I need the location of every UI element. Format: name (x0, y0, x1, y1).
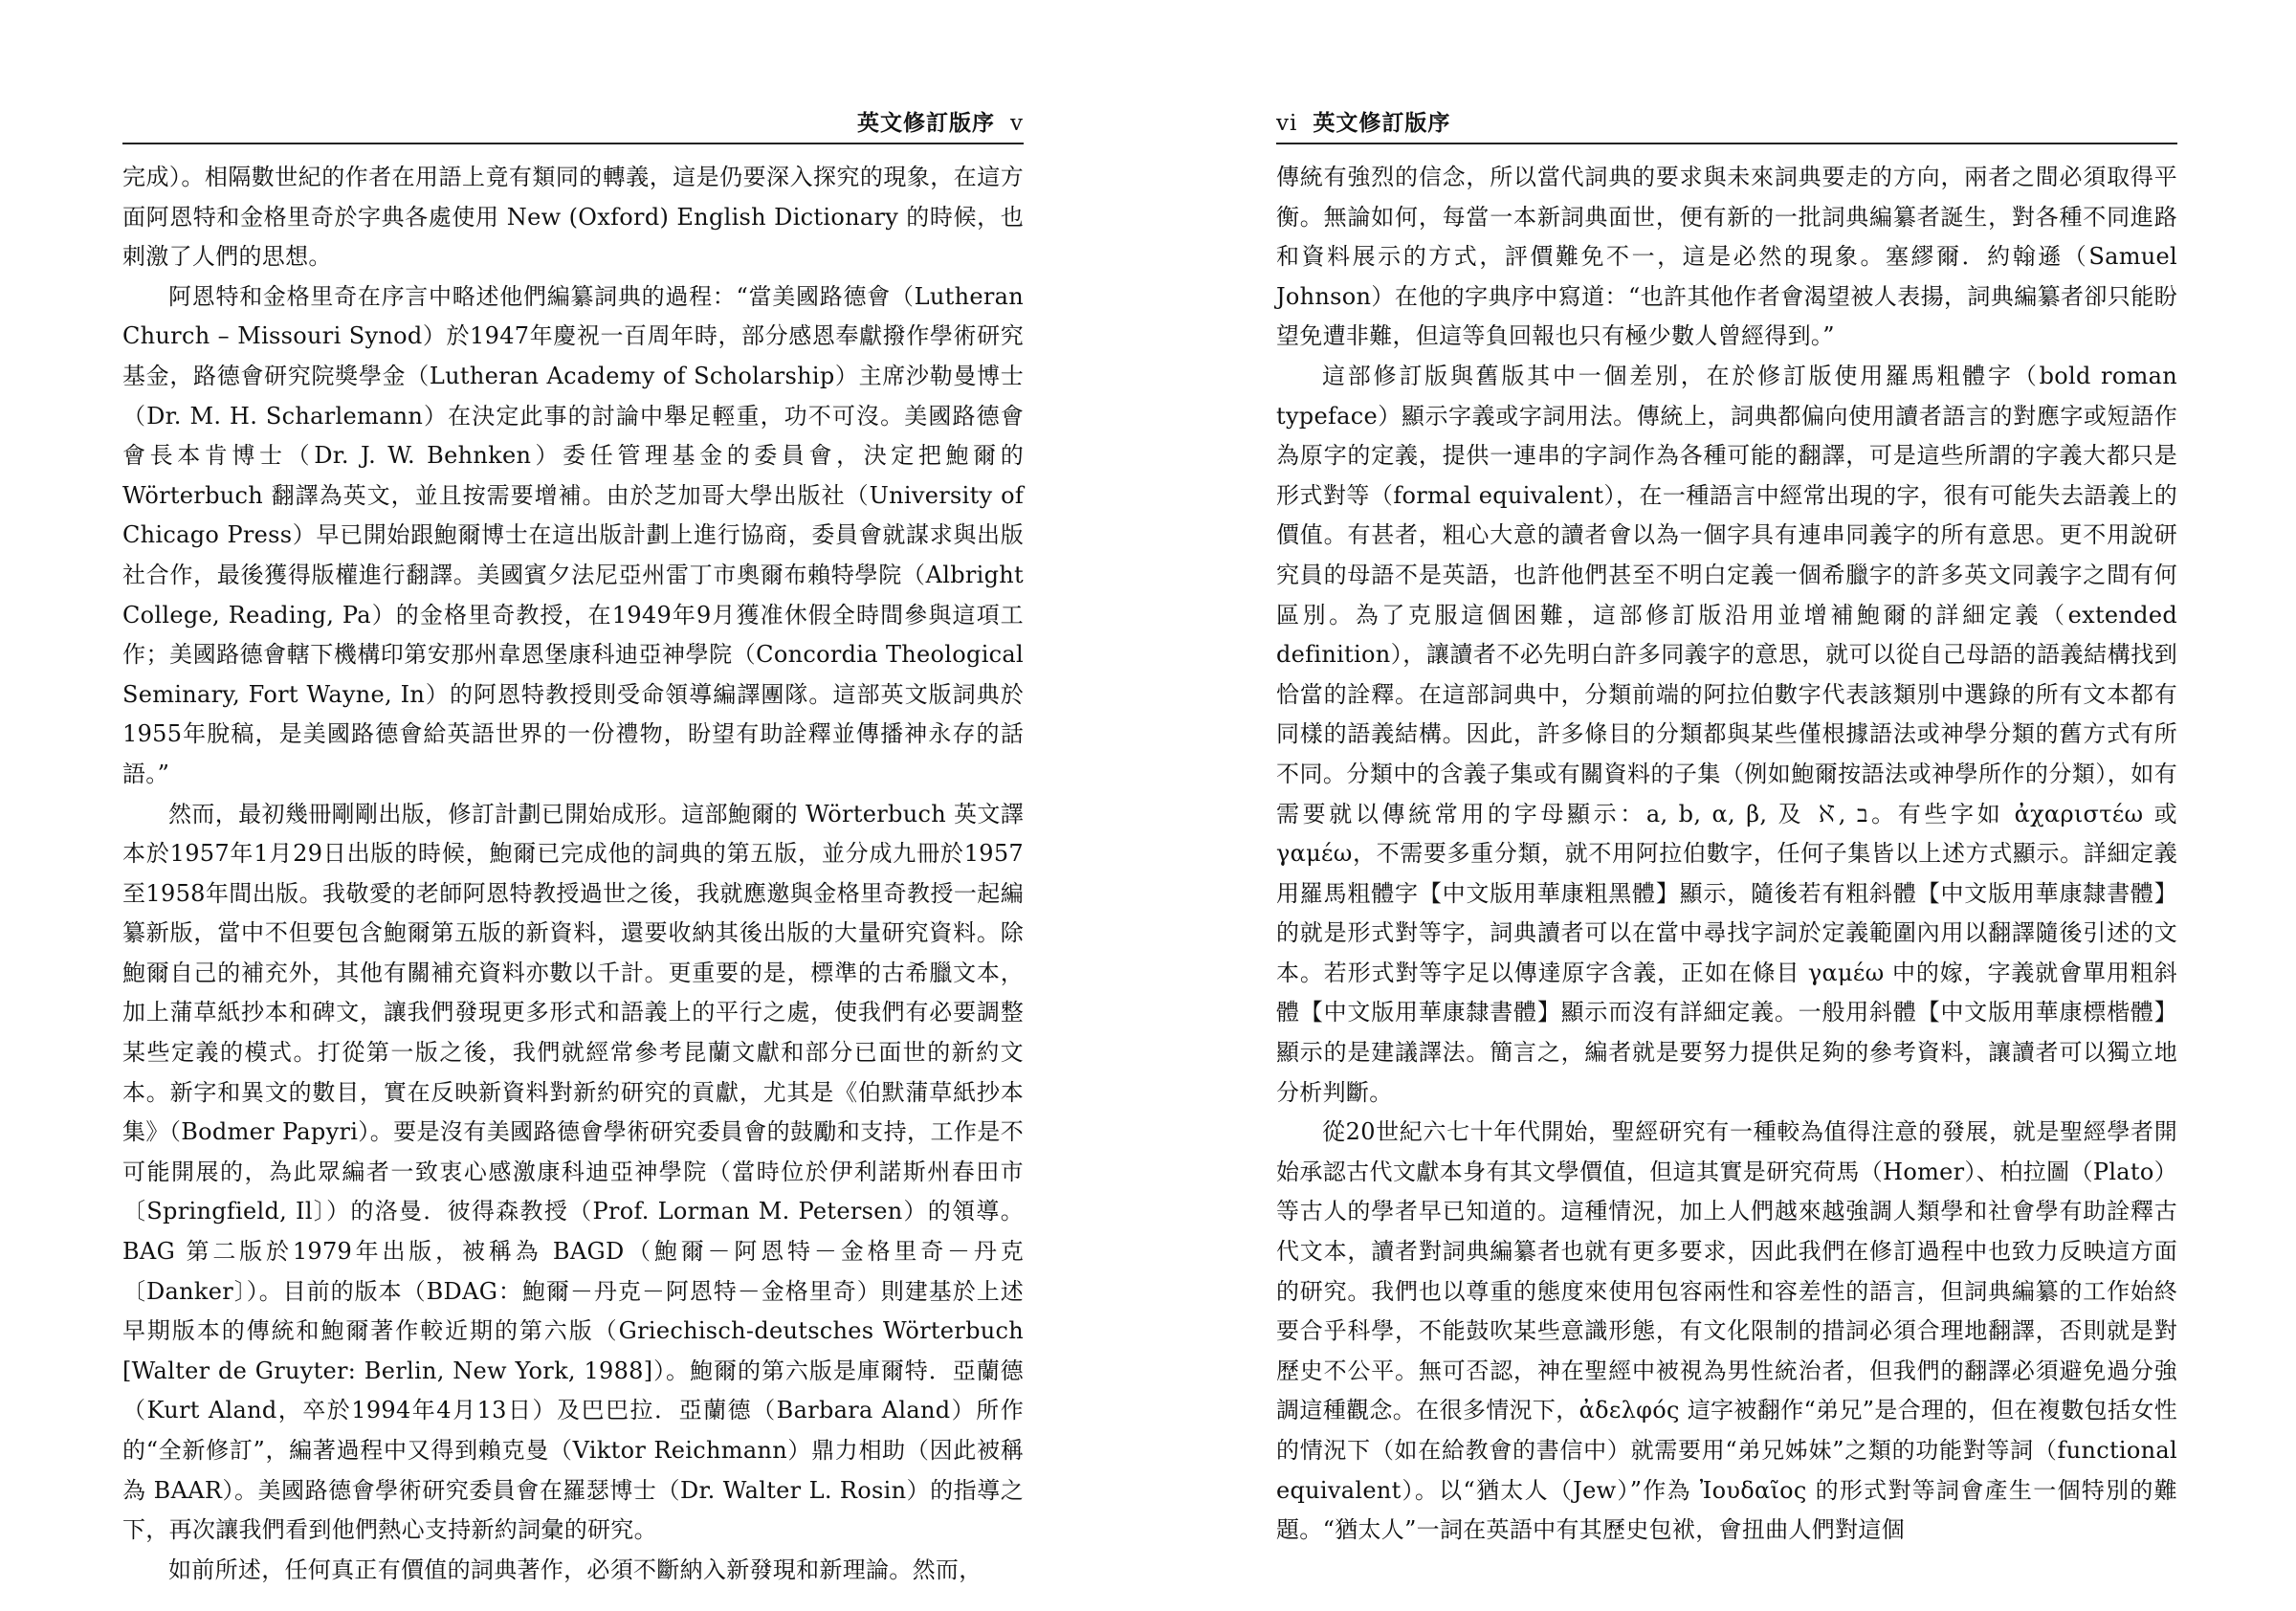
page-body (1276, 158, 2177, 1551)
page-number: vi (1276, 111, 1298, 136)
running-header (1276, 105, 2177, 144)
paragraph: 阿恩特和金格里奇在序言中略述他們編纂詞典的過程：“當美國路德會（Lutheran Church – Missouri Synod）於1947年慶祝一百周年時，部分感恩奉獻撥作學術研究基金，路德會研究院獎學金（Lutheran Academy of Scholarship）主席沙勒曼博士（Dr. M. H. Scharlemann）在決定此事的討論中舉足輕重，功不可沒。美國路德會會長本肯博士（Dr. J. W. Behnken）委任管理基金的委員會，決定把鮑爾的 Wörterbuch 翻譯為英文，並且按需要增補。由於芝加哥大學出版社（University of Chicago Press）早已開始跟鮑爾博士在這出版計劃上進行協商，委員會就謀求與出版社合作，最後獲得版權進行翻譯。美國賓夕法尼亞州雷丁市奧爾布賴特學院（Albright College, Reading, Pa）的金格里奇教授，在1949年9月獲准休假全時間參與這項工作；美國路德會轄下機構印第安那州韋恩堡康科迪亞神學院（Concordia Theological Seminary, Fort Wayne, In）的阿恩特教授則受命領導編譯團隊。這部英文版詞典於1955年脫稿，是美國路德會給英語世界的一份禮物，盼望有助詮釋並傳播神永存的話語。” (122, 282, 1024, 787)
running-header (122, 105, 1024, 144)
paragraph: 傳統有強烈的信念，所以當代詞典的要求與未來詞典要走的方向，兩者之間必須取得平衡。無論如何，每當一本新詞典面世，便有新的一批詞典編纂者誕生，對各種不同進路和資料展示的方式，評價難免不一，這是必然的現象。塞繆爾．約翰遜（Samuel Johnson）在他的字典序中寫道：“也許其他作者會渴望被人表揚，詞典編纂者卻只能盼望免遭非難，但這等負回報也只有極少數人曾經得到。” (1276, 164, 2177, 350)
paragraph: 完成）。相隔數世紀的作者在用語上竟有類同的轉義，這是仍要深入探究的現象，在這方面阿恩特和金格里奇於字典各處使用 New (Oxford) English Dictionary 的時候，也刺激了人們的思想。 (122, 164, 1024, 271)
paragraph: 這部修訂版與舊版其中一個差別，在於修訂版使用羅馬粗體字（bold roman typeface）顯示字義或字詞用法。傳統上，詞典都偏向使用讀者語言的對應字或短語作為原字的定義，提供一連串的字詞作為各種可能的翻譯，可是這些所謂的字義大都只是形式對等（formal equivalent），在一種語言中經常出現的字，很有可能失去語義上的價值。有甚者，粗心大意的讀者會以為一個字具有連串同義字的所有意思。更不用說研究員的母語不是英語，也許他們甚至不明白定義一個希臘字的許多英文同義字之間有何區別。為了克服這個困難，這部修訂版沿用並增補鮑爾的詳細定義（extended definition），讓讀者不必先明白許多同義字的意思，就可以從自己母語的語義結構找到恰當的詮釋。在這部詞典中，分類前端的阿拉伯數字代表該類別中選錄的所有文本都有同樣的語義結構。因此，許多條目的分類都與某些僅根據語法或神學分類的舊方式有所不同。分類中的含義子集或有關資料的子集（例如鮑爾按語法或神學所作的分類），如有需要就以傳統常用的字母顯示：a, b, α, β, 及 ℵ, ב。有些字如 ἀχαριστέω 或 γαμέω，不需要多重分類，就不用阿拉伯數字，任何子集皆以上述方式顯示。詳細定義用羅馬粗體字【中文版用華康粗黑體】顯示，隨後若有粗斜體【中文版用華康隸書體】的就是形式對等字，詞典讀者可以在當中尋找字詞於定義範圍內用以翻譯隨後引述的文本。若形式對等字足以傳達原字含義，正如在條目 γαμέω 中的嫁，字義就會單用粗斜體【中文版用華康隸書體】顯示而沒有詳細定義。一般用斜體【中文版用華康標楷體】顯示的是建議譯法。簡言之，編者就是要努力提供足夠的參考資料，讓讀者可以獨立地分析判斷。 (1276, 362, 2177, 1106)
paragraph: 如前所述，任何真正有價值的詞典著作，必須不斷納入新發現和新理論。然而， (168, 1556, 982, 1583)
running-head-title: 英文修訂版序 (857, 110, 995, 136)
right-page (1276, 105, 2177, 1551)
left-page (122, 105, 1024, 1590)
running-head-title: 英文修訂版序 (1313, 110, 1451, 136)
paragraph: 然而，最初幾冊剛剛出版，修訂計劃已開始成形。這部鮑爾的 Wörterbuch 英文譯本於1957年1月29日出版的時候，鮑爾已完成他的詞典的第五版，並分成九冊於1957至1958年間出版。我敬愛的老師阿恩特教授過世之後，我就應邀與金格里奇教授一起編纂新版，當中不但要包含鮑爾第五版的新資料，還要收納其後出版的大量研究資料。除鮑爾自己的補充外，其他有關補充資料亦數以千計。更重要的是，標準的古希臘文本，加上蒲草紙抄本和碑文，讓我們發現更多形式和語義上的平行之處，使我們有必要調整某些定義的模式。打從第一版之後，我們就經常參考昆蘭文獻和部分已面世的新約文本。新字和異文的數目，實在反映新資料對新約研究的貢獻，尤其是《伯默蒲草紙抄本集》（Bodmer Papyri）。要是沒有美國路德會學術研究委員會的鼓勵和支持，工作是不可能開展的，為此眾編者一致衷心感激康科迪亞神學院（當時位於伊利諾斯州春田市〔Springfield, Il〕）的洛曼．彼得森教授（Prof. Lorman M. Petersen）的領導。BAG 第二版於1979年出版，被稱為 BAGD（鮑爾－阿恩特－金格里奇－丹克〔Danker〕）。目前的版本（BDAG：鮑爾－丹克－阿恩特－金格里奇）則建基於上述早期版本的傳統和鮑爾著作較近期的第六版（Griechisch-deutsches Wörterbuch [Walter de Gruyter: Berlin, New York, 1988]）。鮑爾的第六版是庫爾特．亞蘭德（Kurt Aland，卒於1994年4月13日）及巴巴拉．亞蘭德（Barbara Aland）所作的“全新修訂”，編著過程中又得到賴克曼（Viktor Reichmann）鼎力相助（因此被稱為 BAAR）。美國路德會學術研究委員會在羅瑟博士（Dr. Walter L. Rosin）的指導之下，再次讓我們看到他們熱心支持新約詞彙的研究。 (122, 800, 1024, 1544)
page-body (122, 158, 1024, 1590)
page-number: v (1010, 111, 1024, 136)
paragraph: 從20世紀六七十年代開始，聖經研究有一種較為值得注意的發展，就是聖經學者開始承認古代文獻本身有其文學價值，但這其實是研究荷馬（Homer）、柏拉圖（Plato）等古人的學者早已知道的。這種情況，加上人們越來越強調人類學和社會學有助詮釋古代文本，讀者對詞典編纂者也就有更多要求，因此我們在修訂過程中也致力反映這方面的研究。我們也以尊重的態度來使用包容兩性和容差性的語言，但詞典編纂的工作始終要合乎科學，不能鼓吹某些意識形態，有文化限制的措詞必須合理地翻譯，否則就是對歷史不公平。無可否認，神在聖經中被視為男性統治者，但我們的翻譯必須避免過分強調這種觀念。在很多情況下，ἀδελφός 這字被翻作“弟兄”是合理的，但在複數包括女性的情況下（如在給教會的書信中）就需要用“弟兄姊妹”之類的功能對等詞（functional equivalent）。以“猶太人（Jew）”作為 Ἰουδαῖος 的形式對等詞會產生一個特別的難題。“猶太人”一詞在英語中有其歷史包袱，會扭曲人們對這個 (1276, 1118, 2177, 1544)
